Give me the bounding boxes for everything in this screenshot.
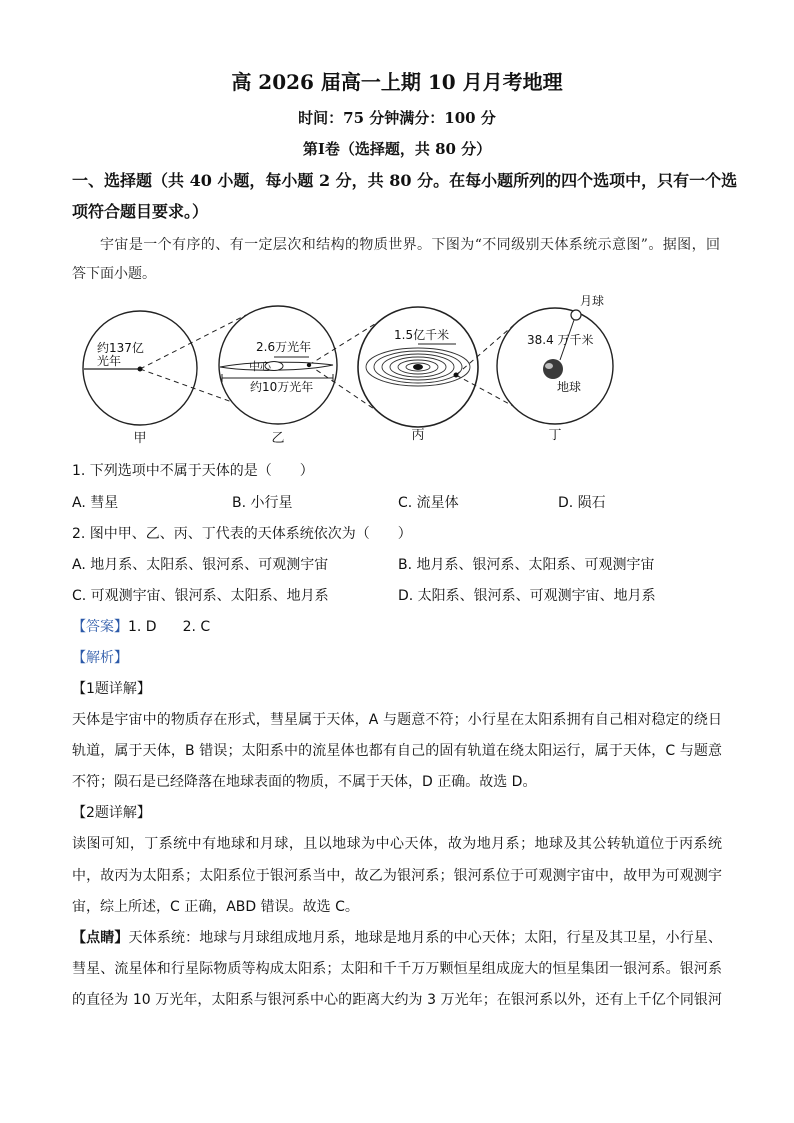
detail-1-line-2: 轨道，属于天体，B 错误；太阳系中的流星体也都有自己的固有轨道在绕太阳运行，属于天体，C 与题意 [72,743,722,759]
tip-tag: 【点睛】 [72,930,129,946]
answer-line [72,616,210,638]
section-heading-line-2: 项符合题目要求。） [72,202,209,221]
question-2-option-d: D. 太阳系、银河系、可观测宇宙、地月系 [398,588,656,604]
yi-sun-distance-text: 2.6万光年 [256,340,312,354]
intro-line-1: 宇宙是一个有序的、有一定层次和结构的物质世界。下图为“不同级别天体系统示意图”。据图，回 [100,237,720,253]
moon-icon [571,310,581,320]
jia-radius-text-2: 光年 [97,354,122,368]
detail-1-line-1: 天体是宇宙中的物质存在形式，彗星属于天体，A 与题意不符；小行星在太阳系拥有自己相对稳定的绕日 [72,712,722,728]
volume-heading: 第Ⅰ卷（选择题，共 80 分） [302,140,492,158]
bing-distance-text: 1.5亿千米 [394,328,450,342]
question-2-option-a: A. 地月系、太阳系、银河系、可观测宇宙 [72,557,329,573]
galaxy-dot [138,367,143,372]
analysis-tag: 【解析】 [72,650,128,666]
question-1-option-d: D. 陨石 [558,495,606,511]
sun-icon [413,364,423,370]
exam-time-info: 时间：75 分钟满分：100 分 [298,109,496,127]
detail-2-line-2: 中，故丙为太阳系；太阳系位于银河系当中，故乙为银河系；银河系位于可观测宇宙中，故甲为可观测宇 [72,868,722,884]
tip-line-3: 的直径为 10 万光年，太阳系与银河系中心的距离大约为 3 万光年；在银河系以外，还有上千亿个同银河 [72,992,722,1008]
question-1-option-b: B. 小行星 [232,495,293,511]
earth-position-dot [454,373,459,378]
tip-line-1 [72,927,722,949]
tip-line-2: 彗星、流星体和行星际物质等构成太阳系；太阳和千千万万颗恒星组成庞大的恒星集团一银河系。银河系 [72,961,722,977]
earth-icon-highlight [545,363,553,369]
detail-1-line-3: 不符；陨石是已经降落在地球表面的物质，不属于天体，D 正确。故选 D。 [72,774,537,790]
connector-jia-yi-upper [140,315,246,369]
question-1-option-c: C. 流星体 [398,495,459,511]
exam-title: 高 2026 届高一上期 10 月月考地理 [231,70,563,94]
answer-item-2: 2. C [182,619,211,635]
answer-tag: 【答案】 [72,619,128,635]
jia-label: 甲 [133,431,147,446]
detail-2-line-3: 宙，综上所述，C 正确，ABD 错误。故选 C。 [72,899,359,915]
ding-distance-text: 38.4 万千米 [527,333,594,347]
tip-line-1-text: 天体系统：地球与月球组成地月系，地球是地月系的中心天体；太阳，行星及其卫星，小行星、 [128,930,723,946]
question-1-stem: 1. 下列选项中不属于天体的是（ ） [72,463,314,479]
question-2-option-c: C. 可观测宇宙、银河系、太阳系、地月系 [72,588,329,604]
ding-label: 丁 [548,428,562,443]
earth-icon [543,359,563,379]
celestial-systems-figure [0,290,794,455]
answer-item-1: 1. D [128,619,157,635]
earth-label: 地球 [557,380,582,394]
intro-line-2: 答下面小题。 [72,266,156,282]
question-2-option-b: B. 地月系、银河系、太阳系、可观测宇宙 [398,557,655,573]
question-1-option-a: A. 彗星 [72,495,119,511]
connector-bing-ding-upper [456,324,515,375]
question-2-stem: 2. 图中甲、乙、丙、丁代表的天体系统依次为（ ） [72,526,412,542]
yi-label: 乙 [271,431,285,446]
bing-label: 丙 [411,428,425,443]
connector-jia-yi-lower [140,369,232,402]
yi-center-text: 中心 [249,360,271,373]
detail-2-line-1: 读图可知，丁系统中有地球和月球，且以地球为中心天体，故为地月系；地球及其公转轨道位于丙系统 [72,836,722,852]
detail-1-tag: 【1题详解】 [72,681,151,697]
sun-position-dot [307,363,311,367]
connector-bing-ding-lower [456,375,513,406]
section-heading-line-1: 一、选择题（共 40 小题，每小题 2 分，共 80 分。在每小题所列的四个选项中，只有一个选 [72,171,738,190]
connector-yi-bing-upper [309,322,378,365]
jia-radius-text-1: 约137亿 [97,341,144,355]
yi-diameter-text: 约10万光年 [250,380,314,394]
detail-2-tag: 【2题详解】 [72,805,151,821]
moon-label: 月球 [580,294,605,308]
